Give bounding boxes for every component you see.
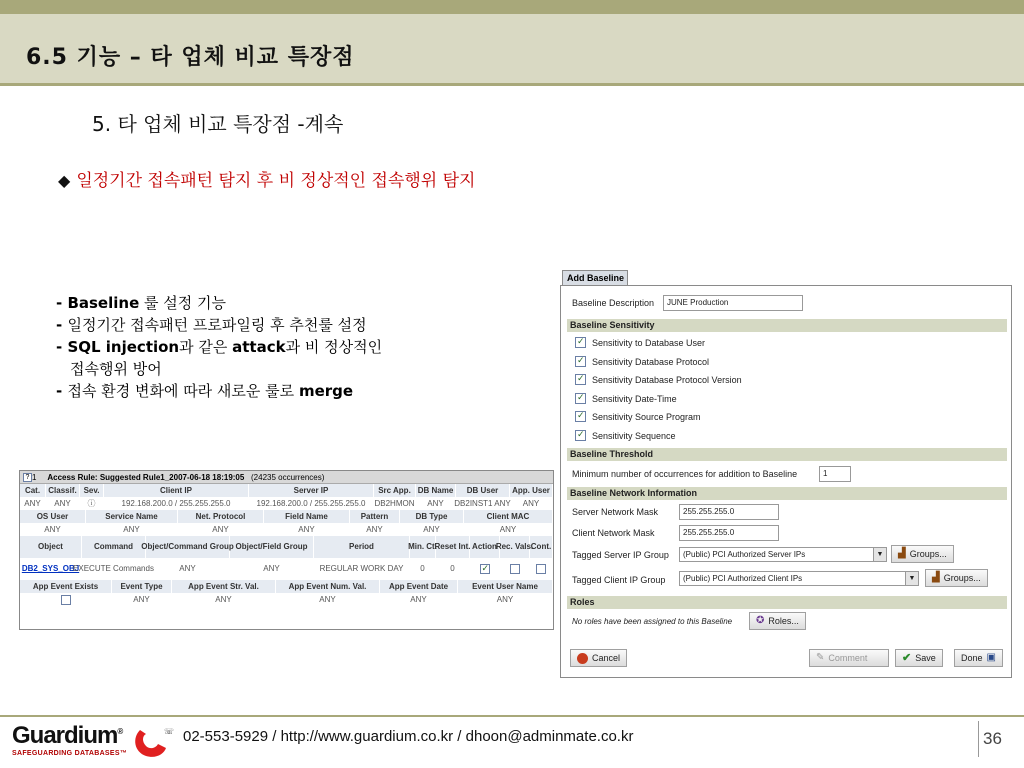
bullet-profiling: - 일정기간 접속패턴 프로파일링 후 추천룰 설정: [56, 316, 367, 334]
access-rule-table: [19, 470, 554, 630]
roles-button[interactable]: ✪ Roles...: [749, 612, 806, 630]
contact-info: 02-553-5929 / http://www.guardium.co.kr / dhoon@adminmate.co.kr: [183, 728, 634, 745]
checkbox[interactable]: [575, 393, 586, 404]
guardium-logo: Guardium®: [12, 722, 123, 749]
page-number: 36: [978, 721, 1002, 757]
col-header: Service Name: [86, 510, 178, 523]
add-baseline-panel: [560, 285, 1012, 678]
bullet-sql-injection-cont: 접속행위 방어: [70, 360, 162, 378]
table-row: [20, 510, 553, 523]
col-header: Net. Protocol: [178, 510, 264, 523]
server-mask-input[interactable]: 255.255.255.0: [679, 504, 779, 520]
cell: ANY: [380, 593, 458, 606]
cell: EXECUTE Commands: [82, 558, 146, 580]
col-header: App Event Exists: [20, 580, 112, 593]
table-row: [20, 523, 553, 536]
client-ip-group-label: Tagged Client IP Group: [572, 575, 666, 585]
cell: DB2HMON: [374, 499, 415, 508]
server-mask-label: Server Network Mask: [572, 507, 659, 517]
col-header: Min. Ct.: [410, 536, 436, 558]
help-icon[interactable]: ?: [23, 473, 32, 482]
cont-checkbox[interactable]: [536, 564, 546, 574]
cell: ANY: [276, 593, 380, 606]
cell: ANY: [20, 497, 46, 510]
baseline-description-label: Baseline Description: [572, 298, 655, 308]
section-threshold: Baseline Threshold: [567, 448, 1007, 461]
table-row: [20, 536, 553, 558]
logo-tagline: SAFEGUARDING DATABASES™: [12, 750, 128, 757]
roles-icon: ✪: [756, 615, 765, 626]
cell: ANY: [264, 523, 350, 536]
col-header: App Event Date: [380, 580, 458, 593]
tab-add-baseline[interactable]: Add Baseline: [562, 270, 628, 286]
col-header: DB User: [456, 484, 510, 497]
occurrence-count: (24235 occurrences): [251, 473, 325, 482]
checkbox[interactable]: [575, 356, 586, 367]
footer-line: [0, 715, 1024, 717]
groups-icon: ▟: [932, 572, 940, 583]
section-sensitivity: Baseline Sensitivity: [567, 319, 1007, 332]
info-icon[interactable]: ⓘ: [80, 497, 104, 510]
col-header: Cont.: [530, 536, 553, 558]
client-groups-button[interactable]: ▟ Groups...: [925, 569, 988, 587]
cell: 0: [410, 558, 436, 580]
col-header: Object: [20, 536, 82, 558]
diamond-bullet-icon: ◆: [58, 171, 71, 190]
done-icon: ▣: [986, 652, 996, 663]
cell: 192.168.200.0 / 255.255.255.0: [249, 497, 374, 510]
section-network: Baseline Network Information: [567, 487, 1007, 500]
col-header: Pattern: [350, 510, 400, 523]
roles-note: No roles have been assigned to this Baseline: [572, 617, 733, 626]
col-header: App Event Num. Val.: [276, 580, 380, 593]
section-roles: Roles: [567, 596, 1007, 609]
col-header: Event Type: [112, 580, 172, 593]
checkbox[interactable]: [575, 430, 586, 441]
cell: ANY: [510, 497, 553, 510]
col-header: Object/Command Group: [146, 536, 230, 558]
cancel-button[interactable]: Cancel: [570, 649, 627, 667]
cancel-icon: [577, 653, 588, 664]
cell: ANY: [458, 593, 553, 606]
table-row: [20, 580, 553, 593]
object-link[interactable]: DB2_SYS_OBJ: [21, 564, 80, 573]
cell: ANY: [46, 497, 80, 510]
col-header: Command: [82, 536, 146, 558]
table-row: [20, 497, 553, 510]
col-header: DB Type: [400, 510, 464, 523]
col-header: Cat.: [20, 484, 46, 497]
feature-bullets: [56, 292, 382, 402]
sensitivity-option[interactable]: ✓ Sensitivity Database Protocol: [575, 356, 709, 367]
cell: ANY: [146, 558, 230, 580]
groups-icon: ▟: [898, 548, 906, 559]
title-bar: [0, 14, 1024, 86]
access-rule-title: Access Rule: Suggested Rule1_2007-06-18 18:19:05: [47, 473, 245, 482]
cell: ANY: [112, 593, 172, 606]
table-row: [20, 484, 553, 497]
col-header: OS User: [20, 510, 86, 523]
client-mask-label: Client Network Mask: [572, 528, 655, 538]
comment-icon: ✎: [816, 652, 825, 663]
col-header: Field Name: [264, 510, 350, 523]
server-ip-group-select[interactable]: (Public) PCI Authorized Server IPs ▼: [679, 547, 887, 562]
cell: ANY: [172, 593, 276, 606]
access-rule-header: ? 1 Access Rule: Suggested Rule1_2007-06-18 18:19:05 (24235 occurrences): [20, 471, 553, 484]
cell: ANY: [464, 523, 553, 536]
col-header: Server IP: [249, 484, 374, 497]
bullet-sql-injection: - SQL injection과 같은 attack과 비 정상적인: [56, 338, 383, 356]
cell: ANY: [178, 523, 264, 536]
col-header: App. User: [510, 484, 553, 497]
chevron-down-icon[interactable]: ▼: [905, 572, 918, 585]
table-row: [20, 558, 553, 580]
col-header: Client MAC: [464, 510, 553, 523]
col-header: DB Name: [416, 484, 456, 497]
col-header: Sev.: [80, 484, 104, 497]
col-header: Period: [314, 536, 410, 558]
bullet-baseline: - Baseline 룰 설정 기능: [56, 294, 227, 312]
client-ip-group-select[interactable]: (Public) PCI Authorized Client IPs ▼: [679, 571, 919, 586]
sensitivity-option[interactable]: ✓ Sensitivity Sequence: [575, 430, 676, 441]
app-event-exists-checkbox[interactable]: [61, 595, 71, 605]
cell: 0: [436, 558, 470, 580]
action-checkbox[interactable]: [480, 564, 490, 574]
bullet-merge: - 접속 환경 변화에 따라 새로운 룰로 merge: [56, 382, 354, 400]
col-header: App Event Str. Val.: [172, 580, 276, 593]
cell: REGULAR WORK DAY: [314, 558, 410, 580]
col-header: Action: [470, 536, 500, 558]
slide-subtitle: 5. 타 업체 비교 특장점 -계속: [92, 112, 344, 136]
col-header: Event User Name: [458, 580, 553, 593]
table-row: [20, 593, 553, 606]
rec-vals-checkbox[interactable]: [510, 564, 520, 574]
cell: ANY: [86, 523, 178, 536]
phone-icon: [130, 724, 174, 760]
checkbox[interactable]: [575, 411, 586, 422]
checkbox[interactable]: [575, 337, 586, 348]
svg-text:☏: ☏: [164, 727, 175, 736]
red-bullet-text: 일정기간 접속패턴 탐지 후 비 정상적인 접속행위 탐지: [76, 171, 476, 191]
col-header: Rec. Vals.: [500, 536, 530, 558]
red-bullet-line: [58, 166, 475, 191]
comment-button[interactable]: ✎ Comment: [809, 649, 889, 667]
col-header: Object/Field Group: [230, 536, 314, 558]
done-button[interactable]: Done ▣: [954, 649, 1003, 667]
server-ip-group-label: Tagged Server IP Group: [572, 550, 669, 560]
col-header: Reset Int.: [436, 536, 470, 558]
col-header: Classif.: [46, 484, 80, 497]
cell: DB2INST1 ANY: [454, 499, 511, 508]
checkbox[interactable]: [575, 374, 586, 385]
threshold-input[interactable]: 1: [819, 466, 851, 482]
sensitivity-option[interactable]: ✓ Sensitivity Date-Time: [575, 393, 677, 404]
sensitivity-option[interactable]: ✓ Sensitivity to Database User: [575, 337, 705, 348]
sensitivity-option[interactable]: ✓ Sensitivity Database Protocol Version: [575, 374, 742, 385]
baseline-description-input[interactable]: JUNE Production: [663, 295, 803, 311]
top-accent-band: [0, 0, 1024, 14]
slide-title: 6.5 기능 – 타 업체 비교 특장점: [26, 45, 355, 70]
threshold-label: Minimum number of occurrences for addition to Baseline: [572, 469, 798, 479]
cell: ANY: [230, 558, 314, 580]
col-header: Src App.: [374, 484, 416, 497]
check-icon: ✔: [902, 652, 912, 664]
client-mask-input[interactable]: 255.255.255.0: [679, 525, 779, 541]
save-button[interactable]: ✔ Save: [895, 649, 943, 667]
cell: 192.168.200.0 / 255.255.255.0: [104, 497, 249, 510]
cell: ANY: [350, 523, 400, 536]
cell: ANY: [400, 523, 464, 536]
col-header: Client IP: [104, 484, 249, 497]
cell: ANY: [416, 497, 456, 510]
chevron-down-icon[interactable]: ▼: [873, 548, 886, 561]
sensitivity-option[interactable]: ✓ Sensitivity Source Program: [575, 411, 701, 422]
cell: ANY: [20, 523, 86, 536]
server-groups-button[interactable]: ▟ Groups...: [891, 545, 954, 563]
